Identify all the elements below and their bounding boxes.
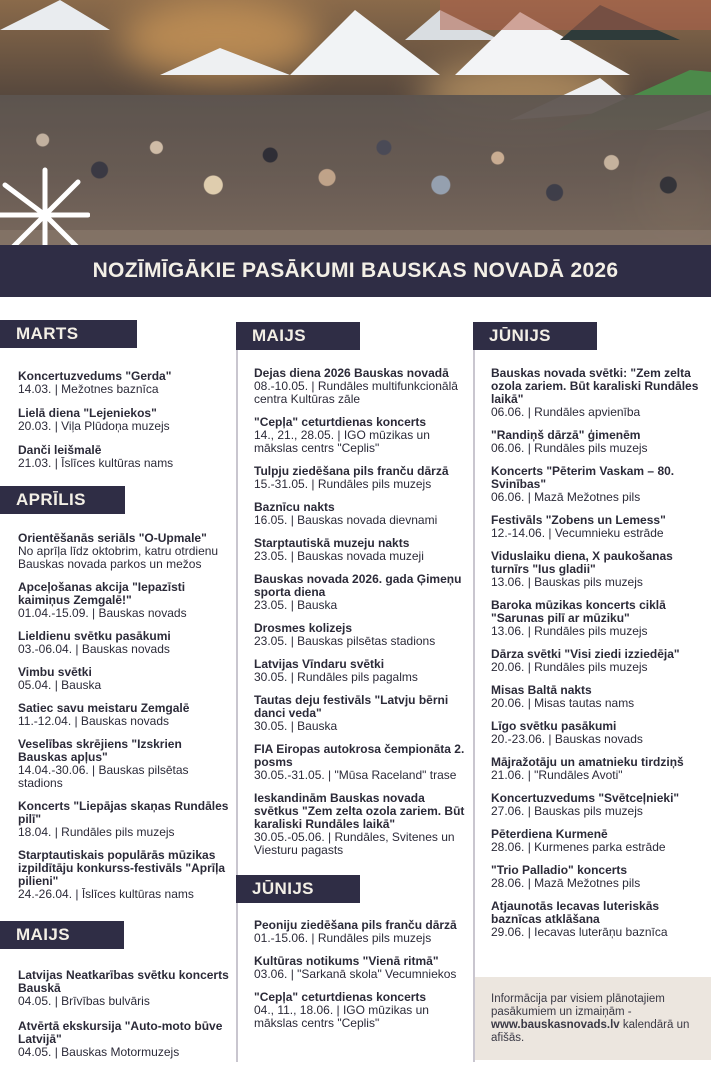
- event-title: "Trio Palladio" koncerts: [491, 863, 628, 877]
- event-title: Ieskandinām Bauskas novada svētkus "Zem zelta ozola zariem. Būt karaliski Rundāles laikā": [254, 791, 465, 831]
- event-detail: 18.04. | Rundāles pils muzejs: [18, 825, 175, 839]
- event-detail: 04.05. | Bauskas Motormuzejs: [18, 1045, 180, 1059]
- event-item: [475, 514, 711, 540]
- event-item: [238, 743, 473, 782]
- event-item: [238, 501, 473, 527]
- event-detail: 28.06. | Kurmenes parka estrāde: [491, 840, 666, 854]
- event-detail: 23.05. | Bauskas novada muzeji: [254, 549, 424, 563]
- title-banner: [0, 245, 711, 297]
- event-item: [475, 756, 711, 782]
- event-title: Misas Baltā nakts: [491, 683, 592, 697]
- event-title: Satiec savu meistaru Zemgalē: [18, 701, 190, 715]
- event-item: [238, 955, 473, 981]
- event-title: Atvērtā ekskursija "Auto-moto būve Latvijā": [18, 1019, 223, 1046]
- event-title: Baroka mūzikas koncerts ciklā "Sarunas pilī ar mūziku": [491, 598, 666, 625]
- website-link[interactable]: www.bauskasnovads.lv: [491, 1019, 620, 1031]
- event-detail: 13.06. | Bauskas pils muzejs: [491, 575, 643, 589]
- event-detail: 06.06. | Rundāles pils muzejs: [491, 441, 648, 455]
- event-title: Starptautiskais populārās mūzikas izpildītāju konkurss-festivāls "Aprīļa pilieni": [18, 848, 226, 888]
- event-detail: 01.-15.06. | Rundāles pils muzejs: [254, 931, 432, 945]
- event-detail: 04.05. | Brīvības bulvāris: [18, 994, 150, 1008]
- event-detail: 03.06. | "Sarkanā skola" Vecumniekos: [254, 967, 457, 981]
- event-item: [0, 800, 236, 839]
- event-title: Peoniju ziedēšana pils franču dārzā: [254, 918, 457, 932]
- event-item: [0, 738, 236, 790]
- event-title: Orientēšanās seriāls "O-Upmale": [18, 531, 207, 545]
- event-title: "Randiņš dārzā" ģimenēm: [491, 428, 641, 442]
- event-item: [238, 537, 473, 563]
- info-note-text: Informācija par visiem plānotajiem pasākumiem un izmaiņām -: [491, 993, 665, 1018]
- event-detail: 30.05. | Bauska: [254, 719, 338, 733]
- event-title: Kultūras notikums "Vienā ritmā": [254, 954, 439, 968]
- event-detail: 23.05. | Bauskas pilsētas stadions: [254, 634, 436, 648]
- event-title: Apceļošanas akcija "Iepazīsti kaimiņus Zemgalē!": [18, 580, 186, 607]
- event-detail: 23.05. | Bauska: [254, 598, 338, 612]
- event-title: Pēterdiena Kurmenē: [491, 827, 608, 841]
- event-detail: 14.03. | Mežotnes baznīca: [18, 382, 159, 396]
- event-detail: 05.04. | Bauska: [18, 678, 102, 692]
- event-title: Danči leišmalē: [18, 443, 102, 457]
- page-title: NOZĪMĪGĀKIE PASĀKUMI BAUSKAS NOVADĀ 2026: [92, 259, 619, 282]
- info-note: [475, 977, 711, 1060]
- event-detail: 03.-06.04. | Bauskas novads: [18, 642, 170, 656]
- event-title: Dejas diena 2026 Bauskas novadā: [254, 366, 449, 380]
- event-item: [0, 370, 236, 396]
- event-item: [238, 991, 473, 1030]
- event-title: Drosmes kolizejs: [254, 621, 353, 635]
- event-item: [475, 429, 711, 455]
- event-item: [475, 864, 711, 890]
- event-detail: 15.-31.05. | Rundāles pils muzejs: [254, 477, 432, 491]
- column-2: [236, 322, 473, 1062]
- event-detail: 08.-10.05. | Rundāles multifunkcionālā centra Kultūras zāle: [254, 379, 458, 406]
- event-title: Tautas deju festivāls "Latvju bērni danci veda": [254, 693, 449, 720]
- event-detail: 20.06. | Misas tautas nams: [491, 696, 635, 710]
- month-header-junijs: JŪNIJS: [473, 322, 597, 350]
- event-item: [475, 720, 711, 746]
- event-detail: 20.-23.06. | Bauskas novads: [491, 732, 643, 746]
- event-title: Tulpju ziedēšana pils franču dārzā: [254, 464, 449, 478]
- event-item: [475, 684, 711, 710]
- event-item: [238, 658, 473, 684]
- event-item: [475, 599, 711, 638]
- event-detail: 06.06. | Mazā Mežotnes pils: [491, 490, 641, 504]
- info-note-text-end: kalendārā un afišās.: [491, 1019, 690, 1044]
- event-item: [475, 648, 711, 674]
- event-title: Bauskas novada 2026. gada Ģimeņu sporta diena: [254, 572, 462, 599]
- event-item: [238, 367, 473, 406]
- month-header-junijs: JŪNIJS: [236, 875, 360, 903]
- event-detail: 13.06. | Rundāles pils muzejs: [491, 624, 648, 638]
- event-title: Koncerts "Liepājas skaņas Rundāles pilī": [18, 799, 229, 826]
- event-item: [0, 532, 236, 571]
- event-item: [0, 1020, 236, 1059]
- event-detail: 12.-14.06. | Vecumnieku estrāde: [491, 526, 664, 540]
- event-item: [238, 919, 473, 945]
- event-detail: 30.05.-05.06. | Rundāles, Svitenes un Viesturu pagasts: [254, 830, 455, 857]
- event-detail: 14., 21., 28.05. | IGO mūzikas un mākslas centrs "Ceplis": [254, 428, 430, 455]
- event-item: [0, 666, 236, 692]
- event-item: [0, 849, 236, 901]
- event-item: [0, 581, 236, 620]
- event-item: [0, 630, 236, 656]
- event-detail: 30.05.-31.05. | "Mūsa Raceland" trase: [254, 768, 457, 782]
- event-title: "Cepļa" ceturtdienas koncerts: [254, 415, 427, 429]
- event-detail: 16.05. | Bauskas novada dievnami: [254, 513, 438, 527]
- event-title: Lieldienu svētku pasākumi: [18, 629, 171, 643]
- event-detail: 20.03. | Viļa Plūdoņa muzejs: [18, 419, 170, 433]
- event-item: [0, 969, 236, 1008]
- event-item: [475, 828, 711, 854]
- event-detail: 11.-12.04. | Bauskas novads: [18, 714, 169, 728]
- event-title: Festivāls "Zobens un Lemess": [491, 513, 666, 527]
- event-title: Koncerts "Pēterim Vaskam – 80. Svinības": [491, 464, 675, 491]
- event-item: [475, 792, 711, 818]
- month-header-marts: MARTS: [0, 320, 137, 348]
- event-title: Viduslaiku diena, X paukošanas turnīrs "Ius gladii": [491, 549, 673, 576]
- event-item: [475, 367, 711, 419]
- event-title: Koncertuzvedums "Gerda": [18, 369, 172, 383]
- column-1: [0, 320, 236, 1059]
- event-item: [0, 444, 236, 470]
- event-title: Latvijas Vīndaru svētki: [254, 657, 385, 671]
- event-item: [475, 465, 711, 504]
- event-title: Latvijas Neatkarības svētku koncerts Bauskā: [18, 968, 229, 995]
- event-detail: 21.03. | Īslīces kultūras nams: [18, 456, 174, 470]
- event-item: [238, 465, 473, 491]
- event-detail: 01.04.-15.09. | Bauskas novads: [18, 606, 187, 620]
- event-title: FIA Eiropas autokrosa čempionāta 2. posms: [254, 742, 465, 769]
- month-header-maijs: MAIJS: [0, 921, 124, 949]
- event-detail: 24.-26.04. | Īslīces kultūras nams: [18, 887, 194, 901]
- event-title: Bauskas novada svētki: "Zem zelta ozola zariem. Būt karaliski Rundāles laikā": [491, 366, 699, 406]
- event-detail: No aprīļa līdz oktobrim, katru otrdienu Bauskas novada parkos un mežos: [18, 544, 219, 571]
- event-detail: 29.06. | Iecavas luterāņu baznīca: [491, 925, 668, 939]
- event-title: Starptautiskā muzeju nakts: [254, 536, 410, 550]
- event-detail: 30.05. | Rundāles pils pagalms: [254, 670, 418, 684]
- event-item: [238, 792, 473, 857]
- event-title: Līgo svētku pasākumi: [491, 719, 617, 733]
- event-item: [238, 694, 473, 733]
- event-detail: 20.06. | Rundāles pils muzejs: [491, 660, 648, 674]
- event-title: Dārza svētki "Visi ziedi izziedēja": [491, 647, 680, 661]
- event-item: [0, 407, 236, 433]
- event-title: "Cepļa" ceturtdienas koncerts: [254, 990, 427, 1004]
- event-detail: 21.06. | "Rundāles Avoti": [491, 768, 623, 782]
- event-detail: 28.06. | Mazā Mežotnes pils: [491, 876, 641, 890]
- event-title: Lielā diena "Lejeniekos": [18, 406, 157, 420]
- event-detail: 04., 11., 18.06. | IGO mūzikas un mākslas centrs "Ceplis": [254, 1003, 429, 1030]
- event-title: Veselības skrējiens "Izskrien Bauskas apļus": [18, 737, 182, 764]
- event-item: [238, 622, 473, 648]
- event-detail: 14.04.-30.06. | Bauskas pilsētas stadions: [18, 763, 189, 790]
- event-item: [238, 573, 473, 612]
- event-item: [238, 416, 473, 455]
- event-item: [0, 702, 236, 728]
- event-title: Baznīcu nakts: [254, 500, 335, 514]
- event-detail: 27.06. | Bauskas pils muzejs: [491, 804, 643, 818]
- event-title: Mājražotāju un amatnieku tirdziņš: [491, 755, 684, 769]
- column-3: [473, 322, 711, 1062]
- month-header-aprilis: APRĪLIS: [0, 486, 125, 514]
- event-title: Atjaunotās Iecavas luteriskās baznīcas atklāšana: [491, 899, 660, 926]
- event-item: [475, 550, 711, 589]
- event-title: Vimbu svētki: [18, 665, 92, 679]
- event-detail: 06.06. | Rundāles apvienība: [491, 405, 641, 419]
- event-title: Koncertuzvedums "Svētceļnieki": [491, 791, 680, 805]
- event-item: [475, 900, 711, 939]
- month-header-maijs: MAIJS: [236, 322, 360, 350]
